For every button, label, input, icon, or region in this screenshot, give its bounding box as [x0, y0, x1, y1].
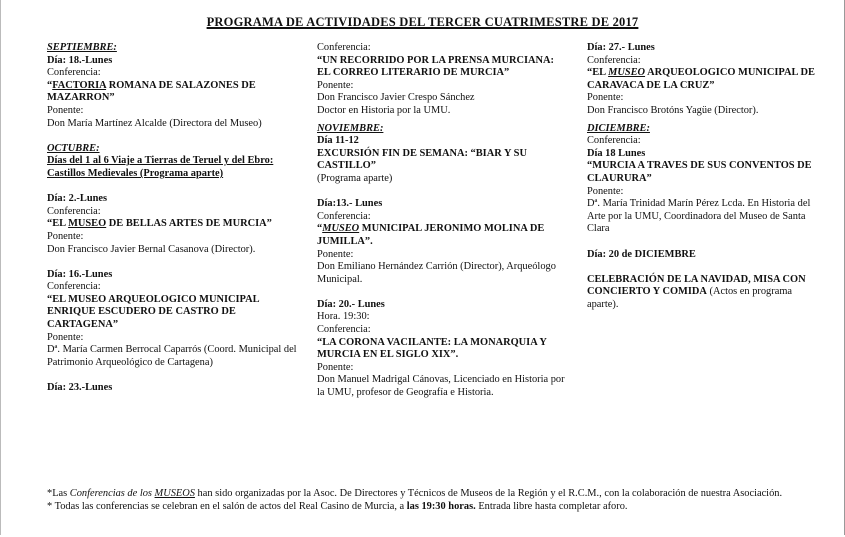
event-title: “MURCIA A TRAVES DE SUS CONVENTOS DE CLAURURA” [587, 160, 812, 184]
column-1 [47, 42, 297, 395]
column-3 [587, 42, 822, 311]
event-label: Ponente: [47, 104, 84, 116]
month-heading-november: NOVIEMBRE: [317, 122, 384, 134]
title-keyword: MUSEO [322, 223, 360, 235]
museos-keyword: MUSEOS [154, 488, 195, 499]
event-day: Día: 18.-Lunes [47, 54, 113, 66]
event-title: “UN RECORRIDO POR LA PRENSA MURCIANA: EL CORREO LITERARIO DE MURCIA” [317, 54, 554, 79]
event-title: “MUSEO MUNICIPAL JERONIMO MOLINA DE JUMILLA”. [317, 223, 545, 247]
event-speaker: Don Manuel Madrigal Cánovas, Licenciado en Historia por la UMU, profesor de Geografía e Historia. [317, 374, 565, 399]
event-speaker: Don Francisco Javier Crespo Sánchez [317, 92, 475, 104]
event-day: Día 11-12 [317, 135, 359, 147]
event-day: Día: 2.-Lunes [47, 193, 108, 205]
event-label: Conferencia: [587, 54, 641, 66]
month-heading-october: OCTUBRE: [47, 142, 100, 154]
event-title: “EL MUSEO ARQUEOLOGICO MUNICIPAL DE CARAVACA DE LA CRUZ” [587, 67, 815, 91]
event-speaker: Don Francisco Brotóns Yagüe (Director). [587, 104, 759, 116]
event-title: CELEBRACIÓN DE LA NAVIDAD, MISA CON CONCIERTO Y COMIDA (Actos en programa aparte). [587, 273, 806, 310]
event-label: Ponente: [47, 230, 84, 242]
event-label: Conferencia: [47, 205, 101, 217]
event-label: Ponente: [317, 79, 354, 91]
event-label: Conferencia: [317, 210, 371, 222]
event-day: Día: 20.- Lunes [317, 298, 385, 310]
event-label: Conferencia: [47, 67, 101, 79]
event-day: Día: 27.- Lunes [587, 42, 655, 53]
event-label: Conferencia: [317, 324, 371, 336]
event-label: Conferencia: [47, 281, 101, 293]
event-label: Conferencia: [587, 135, 641, 147]
event-day: Día: 23.-Lunes [47, 382, 113, 394]
footer-notes [47, 488, 807, 513]
event-label: Ponente: [587, 92, 624, 104]
event-label: Ponente: [47, 331, 84, 343]
month-heading-september: SEPTIEMBRE: [47, 42, 117, 53]
page-title: PROGRAMA DE ACTIVIDADES DEL TERCER CUATRIMESTRE DE 2017 [206, 15, 639, 29]
month-heading-december: DICIEMBRE: [587, 122, 650, 134]
event-day: Día: 16.-Lunes [47, 268, 113, 280]
event-title: “FACTORIA ROMANA DE SALAZONES DE MAZARRON” [47, 79, 256, 104]
column-2 [317, 42, 567, 400]
event-speaker: Dª. María Carmen Berrocal Caparrós (Coord. Municipal del Patrimonio Arqueológico de Cartagena) [47, 344, 297, 368]
event-day: Día: 20 de DICIEMBRE [587, 248, 696, 260]
event-speaker: Dª. María Trinidad Marín Pérez Lcda. En Historia del Arte por la UMU, Coordinadora del Museo de Santa Clara [587, 198, 811, 235]
footer-note-1: *Las Conferencias de los MUSEOS han sido organizadas por la Asoc. De Directores y Técnicos de Museos de la Región y el R.C.M., con la colaboración de nuestra Asociación. [47, 488, 783, 499]
event-label: Ponente: [317, 248, 354, 260]
event-hour: Hora. 19:30: [317, 311, 370, 323]
event-day: Día:13.- Lunes [317, 198, 383, 210]
event-speaker: Don María Martínez Alcalde (Directora del Museo) [47, 117, 262, 129]
event-label: Ponente: [317, 361, 354, 373]
title-keyword: MUSEO [68, 218, 107, 230]
event-day: Día 18 Lunes [587, 147, 646, 159]
event-title: “LA CORONA VACILANTE: LA MONARQUIA Y MURCIA EN EL SIGLO XIX”. [317, 336, 547, 361]
title-keyword: FACTORIA [52, 79, 107, 91]
event-speaker-role: Doctor en Historia por la UMU. [317, 104, 451, 116]
event-label: Ponente: [587, 185, 624, 197]
event-title: “EL MUSEO ARQUEOLOGICO MUNICIPAL ENRIQUE ESCUDERO DE CASTRO DE CARTAGENA” [47, 293, 259, 331]
title-keyword: MUSEO [608, 67, 646, 79]
event-label: Conferencia: [317, 42, 371, 53]
event-note: (Programa aparte) [317, 172, 393, 184]
trip-note: Días del 1 al 6 Viaje a Tierras de Teruel y del Ebro: Castillos Medievales (Programa aparte) [47, 155, 274, 179]
event-title: “EL MUSEO DE BELLAS ARTES DE MURCIA” [47, 218, 272, 230]
footer-note-2: * Todas las conferencias se celebran en el salón de actos del Real Casino de Murcia, a las 19:30 horas. Entrada libre hasta completar aforo. [47, 500, 628, 512]
event-speaker: Don Francisco Javier Bernal Casanova (Director). [47, 243, 256, 255]
event-title: EXCURSIÓN FIN DE SEMANA: “BIAR Y SU CASTILLO” [317, 147, 527, 172]
event-speaker: Don Emiliano Hernández Carrión (Director), Arqueólogo Municipal. [317, 261, 556, 285]
